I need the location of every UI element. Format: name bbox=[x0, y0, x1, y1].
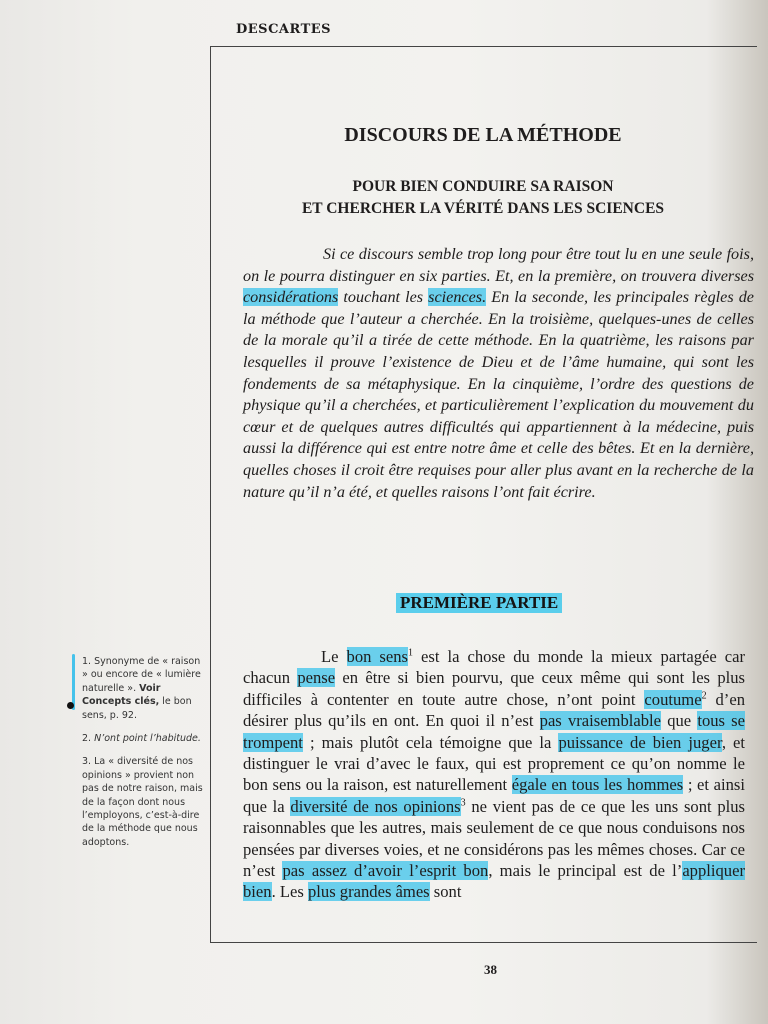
footnote-2 bbox=[82, 732, 206, 745]
highlight-esprit-bon: pas assez d’avoir l’esprit bon bbox=[282, 861, 489, 881]
highlight-sciences: sciences. bbox=[428, 288, 487, 307]
body-text: d’en désirer plus qu’ils en ont. En quoi il n’est bbox=[243, 689, 745, 731]
footnote-1 bbox=[82, 655, 206, 722]
highlight-coutume: coutume bbox=[644, 689, 702, 709]
highlight-considerations: considérations bbox=[243, 288, 339, 307]
intro-text: touchant les bbox=[338, 288, 429, 307]
body-text: est la chose du monde la mieux partagée car chacun bbox=[243, 647, 745, 688]
subtitle-line-2: ET CHERCHER LA VÉRITÉ DANS LES SCIENCES bbox=[301, 200, 665, 217]
intro-paragraph bbox=[243, 244, 754, 503]
body-text: ; mais plutôt cela témoigne que la bbox=[302, 732, 559, 752]
highlight-pas-vraisemblable: pas vraisemblable bbox=[539, 711, 662, 731]
footnotes bbox=[82, 655, 206, 859]
page-title: DISCOURS DE LA MÉTHODE bbox=[344, 124, 622, 146]
body-text: . Les bbox=[271, 882, 308, 902]
running-head: DESCARTES bbox=[236, 22, 332, 37]
highlight-grandes-ames: plus grandes âmes bbox=[307, 882, 430, 902]
section-title: PREMIÈRE PARTIE bbox=[396, 593, 562, 613]
body-text: en être si bien pourvu, que ceux même qui sont les plus difficiles à contenter en toute autre chose, n’ont point bbox=[243, 668, 745, 709]
bullet-icon bbox=[67, 702, 74, 709]
highlight-bon-sens: bon sens bbox=[346, 647, 409, 666]
body-text: ne vient pas de ce que les uns sont plus raisonnables que les autres, mais seulement de ce que nous conduisons nos pensées par diverses voies, et ne considérons pas les mêmes choses. Car ce n’est bbox=[243, 796, 745, 881]
highlight-diversite: diversité de nos opinions bbox=[290, 796, 461, 816]
intro-text: En la seconde, les principales règles de la méthode que l’auteur a cherchée. En la troisième, quelques-unes de celles de la morale qu’il a tirée de cette méthode. En la quatrième, les raisons par lesquelles il prouve l’existence de Dieu et de l’âme humaine, qui sont les fondements de sa métaphysique. En la cinquième, l’ordre des questions de physique qu’il a cherchées, et particulièrement l’explication du mouvement du cœur et de quelques autres difficultés qui appartiennent à la médecine, puis aussi la différence qui est entre notre âme et celle des bêtes. Et en la dernière, quelles choses il croit être requises pour aller plus avant en la recherche de la nature qu’il n’a été, et quelles raisons l’ont fait écrire. bbox=[243, 288, 754, 501]
body-text: sont bbox=[429, 882, 462, 902]
body-text: , et distinguer le vrai d’avec le faux, qui est proprement ce qu’on nomme le bon sens ou la raison, est naturellement bbox=[243, 732, 745, 795]
footnote-ref-2[interactable]: 2 bbox=[701, 690, 707, 702]
footnote-ref-3[interactable]: 3 bbox=[460, 797, 466, 809]
footnote-text: N’ont point l’habitude. bbox=[94, 733, 201, 745]
footnote-see-also[interactable]: Voir Concepts clés, bbox=[82, 682, 161, 708]
body-paragraph bbox=[243, 646, 745, 903]
body-text: , mais le principal est de l’ bbox=[488, 861, 683, 881]
page-number: 38 bbox=[484, 962, 497, 977]
footnote-number: 1. bbox=[82, 656, 92, 667]
footnote-text: Synonyme de « raison » ou encore de « lumière naturelle ». bbox=[82, 656, 201, 694]
footnote-3 bbox=[82, 755, 206, 849]
highlight-tous-se-trompent: tous se trompent bbox=[243, 711, 746, 752]
footnote-ref-1[interactable]: 1 bbox=[408, 647, 414, 659]
intro-text: Si ce discours semble trop long pour être tout lu en une seule fois, on le pourra distinguer en six parties. Et, en la première, on trouvera diverses bbox=[243, 245, 754, 285]
highlight-appliquer: appliquer bien bbox=[243, 861, 745, 902]
body-text: Le bbox=[321, 647, 347, 666]
footnote-number: 3. bbox=[82, 756, 92, 768]
body-text: ; et ainsi que la bbox=[243, 775, 745, 816]
footnote-number: 2. bbox=[82, 733, 92, 745]
subtitle-line-1: POUR BIEN CONDUIRE SA RAISON bbox=[352, 178, 614, 195]
highlight-puissance: puissance de bien juger bbox=[558, 732, 722, 752]
footnote-reference: le bon sens, p. 92. bbox=[82, 696, 192, 721]
footnote-text: La « diversité de nos opinions » provient non pas de notre raison, mais de la façon dont nous l’employons, c’est-à-dire de la méthode que nous adoptons. bbox=[82, 756, 203, 848]
highlight-pense: pense bbox=[297, 668, 336, 688]
highlight-egale: égale en tous les hommes bbox=[511, 775, 684, 795]
body-text: que bbox=[661, 711, 698, 731]
